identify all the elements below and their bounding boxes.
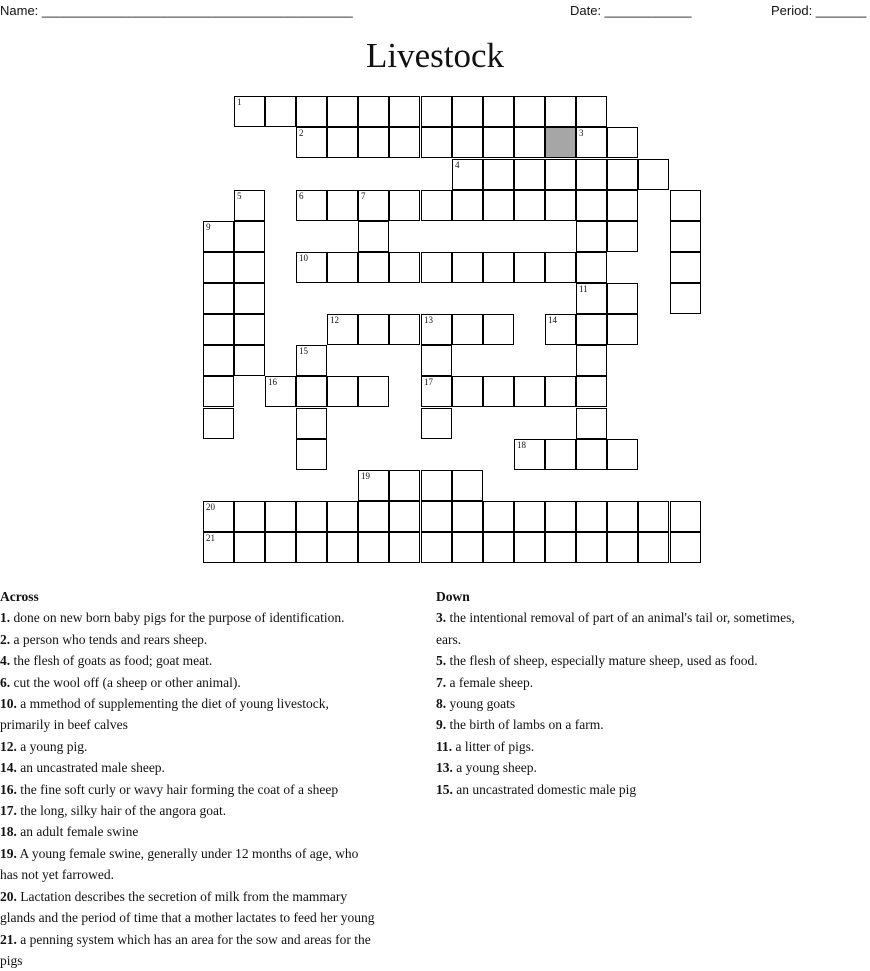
clue-number: 14 (548, 315, 557, 325)
grid-cell[interactable] (203, 408, 234, 439)
grid-cell[interactable] (421, 127, 452, 158)
clue-number: 3 (579, 128, 584, 138)
grid-cell[interactable] (670, 221, 701, 252)
grid-cell[interactable] (670, 532, 701, 563)
clue-text: the flesh of goats as food; goat meat. (10, 653, 213, 669)
clue-text: a young pig. (16, 738, 88, 754)
clue-number: 13 (424, 315, 433, 325)
grid-cell[interactable] (296, 252, 327, 283)
clue-text: has not yet farrowed. (0, 867, 114, 883)
grid-cell[interactable] (296, 376, 327, 407)
page-title: Livestock (365, 36, 505, 75)
clue-number: 9 (206, 222, 211, 232)
clue-number-label: 10. (0, 696, 17, 712)
across-clue (0, 779, 434, 800)
clue-number: 11 (579, 284, 588, 294)
clue-text: glands and the period of time that a mother lactates to feed her young (0, 910, 375, 926)
clue-number: 5 (237, 191, 242, 201)
across-clue (0, 800, 434, 821)
grid-cell[interactable] (327, 376, 358, 407)
clue-number-label: 17. (0, 803, 17, 819)
grid-cell[interactable] (265, 501, 296, 532)
grid-cell[interactable] (545, 439, 576, 470)
grid-cell[interactable] (234, 532, 265, 563)
down-clue (436, 650, 866, 671)
grid-cell[interactable] (452, 252, 483, 283)
grid-cell[interactable] (265, 532, 296, 563)
clue-text: an uncastrated male sheep. (16, 760, 165, 776)
across-clue (0, 757, 434, 778)
clue-number-label: 4. (0, 653, 11, 669)
clue-text: young goats (446, 696, 516, 712)
clue-text: the birth of lambs on a farm. (446, 717, 604, 733)
clue-number: 15 (299, 346, 308, 356)
grid-cell[interactable] (638, 159, 669, 190)
grid-cell[interactable] (452, 470, 483, 501)
across-clues (0, 586, 434, 971)
grid-cell[interactable] (483, 314, 514, 345)
across-clue (0, 714, 434, 735)
grid-cell[interactable] (203, 314, 234, 345)
grid-cell[interactable] (452, 501, 483, 532)
grid-cell[interactable] (234, 314, 265, 345)
clue-text: Lactation describes the secretion of milk from the mammary (16, 888, 348, 904)
clue-number: 18 (517, 440, 526, 450)
down-clue (436, 736, 866, 757)
grid-cell[interactable] (389, 470, 420, 501)
grid-cell[interactable] (483, 501, 514, 532)
clue-text: primarily in beef calves (0, 717, 128, 733)
grid-cell[interactable] (421, 470, 452, 501)
grid-cell[interactable] (234, 501, 265, 532)
grid-cell[interactable] (327, 314, 358, 345)
clue-number-label: 19. (0, 845, 17, 861)
grid-cell[interactable] (514, 127, 545, 158)
clue-number: 7 (361, 191, 366, 201)
grid-cell[interactable] (576, 345, 607, 376)
grid-cell[interactable] (265, 96, 296, 127)
clue-text: pigs (0, 952, 23, 968)
grid-cell[interactable] (452, 314, 483, 345)
grid-cell[interactable] (327, 501, 358, 532)
down-clue (436, 607, 866, 628)
grid-cell[interactable] (607, 190, 638, 221)
clue-number-label: 16. (0, 781, 17, 797)
clue-text: the long, silky hair of the angora goat. (16, 803, 227, 819)
grid-cell[interactable] (421, 376, 452, 407)
grid-cell[interactable] (203, 501, 234, 532)
clue-text: ears. (436, 631, 462, 647)
across-clue (0, 607, 434, 628)
grid-cell[interactable] (607, 532, 638, 563)
grid-cell[interactable] (483, 252, 514, 283)
clue-text: the intentional removal of part of an animal's tail or, sometimes, (446, 610, 795, 626)
down-clue (436, 714, 866, 735)
across-clue (0, 672, 434, 693)
clue-text: the flesh of sheep, especially mature sheep, used as food. (446, 653, 758, 669)
grid-cell[interactable] (389, 501, 420, 532)
grid-cell[interactable] (296, 345, 327, 376)
across-clue (0, 950, 434, 971)
clue-number-label: 14. (0, 760, 17, 776)
clue-text: the fine soft curly or wavy hair forming the coat of a sheep (16, 781, 339, 797)
across-clue (0, 864, 434, 885)
grid-cell[interactable] (389, 96, 420, 127)
grid-cell[interactable] (296, 96, 327, 127)
clue-number-label: 13. (436, 760, 453, 776)
date-field-label: Date: ____________ (570, 3, 692, 18)
grid-cell[interactable] (483, 376, 514, 407)
grid-cell[interactable] (670, 252, 701, 283)
grid-cell[interactable] (670, 283, 701, 314)
grid-cell[interactable] (358, 470, 389, 501)
grid-cell[interactable] (203, 221, 234, 252)
down-clue-list (436, 607, 866, 800)
clue-number-label: 20. (0, 888, 17, 904)
across-clue (0, 886, 434, 907)
grid-cell[interactable] (607, 159, 638, 190)
clue-number-label: 21. (0, 931, 17, 947)
grid-cell[interactable] (670, 501, 701, 532)
grid-cell[interactable] (514, 501, 545, 532)
grid-cell[interactable] (607, 283, 638, 314)
grid-cell[interactable] (576, 439, 607, 470)
grid-cell[interactable] (421, 252, 452, 283)
grid-cell[interactable] (483, 127, 514, 158)
grid-cell[interactable] (234, 283, 265, 314)
grid-cell[interactable] (545, 501, 576, 532)
clue-number: 20 (206, 502, 215, 512)
grid-cell[interactable] (389, 127, 420, 158)
clue-number-label: 12. (0, 738, 17, 754)
grid-cell[interactable] (358, 190, 389, 221)
clue-text: an uncastrated domestic male pig (452, 781, 637, 797)
grid-cell[interactable] (296, 501, 327, 532)
grid-cell[interactable] (545, 159, 576, 190)
grid-cell[interactable] (421, 190, 452, 221)
grid-cell[interactable] (483, 96, 514, 127)
clue-number-label: 18. (0, 824, 17, 840)
across-clue (0, 629, 434, 650)
grid-cell[interactable] (203, 283, 234, 314)
across-clue-list (0, 607, 434, 971)
grid-cell[interactable] (545, 190, 576, 221)
grid-cell[interactable] (452, 190, 483, 221)
clue-number-label: 6. (0, 674, 11, 690)
grid-cell[interactable] (576, 221, 607, 252)
across-clue (0, 843, 434, 864)
grid-cell[interactable] (576, 532, 607, 563)
across-clue (0, 929, 434, 950)
grid-cell[interactable] (545, 376, 576, 407)
grid-cell[interactable] (203, 345, 234, 376)
clue-text: A young female swine, generally under 12 months of age, who (16, 845, 359, 861)
grid-cell[interactable] (234, 345, 265, 376)
grid-cell[interactable] (421, 314, 452, 345)
grid-cell[interactable] (358, 532, 389, 563)
clue-number-label: 1. (0, 610, 11, 626)
grid-cell[interactable] (358, 127, 389, 158)
clue-text: a young sheep. (452, 760, 537, 776)
grid-cell[interactable] (358, 501, 389, 532)
clue-number: 21 (206, 533, 215, 543)
down-clue (436, 779, 866, 800)
across-clue (0, 736, 434, 757)
grid-cell[interactable] (421, 408, 452, 439)
clue-number-label: 5. (436, 653, 447, 669)
grid-cell[interactable] (296, 439, 327, 470)
clue-text: a mmethod of supplementing the diet of young livestock, (16, 696, 329, 712)
grid-cell[interactable] (576, 127, 607, 158)
grid-cell[interactable] (234, 190, 265, 221)
grid-cell[interactable] (421, 96, 452, 127)
grid-cell[interactable] (421, 501, 452, 532)
grid-cell[interactable] (638, 532, 669, 563)
clue-number: 6 (299, 191, 304, 201)
grid-cell[interactable] (545, 532, 576, 563)
grid-cell[interactable] (514, 190, 545, 221)
clue-text: a person who tends and rears sheep. (10, 631, 208, 647)
grid-cell[interactable] (296, 127, 327, 158)
grid-cell[interactable] (638, 501, 669, 532)
grid-cell[interactable] (203, 376, 234, 407)
grid-cell[interactable] (452, 376, 483, 407)
clue-number: 17 (424, 377, 433, 387)
grid-cell[interactable] (607, 501, 638, 532)
clue-number: 1 (237, 97, 242, 107)
grid-cell[interactable] (389, 252, 420, 283)
grid-cell[interactable] (607, 439, 638, 470)
grid-cell[interactable] (327, 252, 358, 283)
grid-cell[interactable] (358, 96, 389, 127)
grid-cell[interactable] (327, 96, 358, 127)
clue-number-label: 3. (436, 610, 447, 626)
clue-number: 4 (455, 160, 460, 170)
grid-cell[interactable] (576, 314, 607, 345)
clue-number-label: 9. (436, 717, 447, 733)
clue-number: 10 (299, 253, 308, 263)
grid-cell[interactable] (514, 376, 545, 407)
clue-number: 2 (299, 128, 304, 138)
grid-cell[interactable] (607, 221, 638, 252)
grid-cell[interactable] (421, 345, 452, 376)
grid-cell[interactable] (452, 96, 483, 127)
grid-cell[interactable] (327, 190, 358, 221)
grid-cell[interactable] (514, 532, 545, 563)
grid-cell[interactable] (234, 252, 265, 283)
grid-cell[interactable] (203, 532, 234, 563)
grid-cell[interactable] (296, 532, 327, 563)
grid-cell[interactable] (576, 283, 607, 314)
name-field-label: Name: ___________________________________________ (0, 3, 353, 18)
grid-cell[interactable] (389, 314, 420, 345)
grid-cell[interactable] (545, 127, 576, 158)
grid-cell[interactable] (483, 159, 514, 190)
down-clue (436, 672, 866, 693)
clue-text: a litter of pigs. (452, 738, 535, 754)
clue-text: a penning system which has an area for the sow and areas for the (16, 931, 371, 947)
grid-cell[interactable] (389, 190, 420, 221)
clue-number-label: 11. (436, 738, 453, 754)
grid-cell[interactable] (545, 252, 576, 283)
down-clue (436, 757, 866, 778)
across-clue (0, 650, 434, 671)
grid-cell[interactable] (576, 376, 607, 407)
grid-cell[interactable] (327, 532, 358, 563)
across-heading: Across (0, 589, 39, 604)
down-clues (436, 586, 866, 800)
clue-number: 16 (268, 377, 277, 387)
grid-cell[interactable] (576, 408, 607, 439)
grid-cell[interactable] (234, 221, 265, 252)
grid-cell[interactable] (296, 408, 327, 439)
grid-cell[interactable] (265, 376, 296, 407)
grid-cell[interactable] (576, 190, 607, 221)
grid-cell[interactable] (483, 190, 514, 221)
grid-cell[interactable] (358, 221, 389, 252)
grid-cell[interactable] (576, 96, 607, 127)
grid-cell[interactable] (514, 159, 545, 190)
clue-number: 19 (361, 471, 370, 481)
across-clue (0, 821, 434, 842)
across-clue (0, 907, 434, 928)
grid-cell[interactable] (389, 532, 420, 563)
clue-number-label: 8. (436, 696, 447, 712)
clue-number-label: 2. (0, 631, 11, 647)
grid-cell[interactable] (358, 376, 389, 407)
grid-cell[interactable] (203, 252, 234, 283)
grid-cell[interactable] (545, 314, 576, 345)
grid-cell[interactable] (234, 96, 265, 127)
grid-cell[interactable] (607, 127, 638, 158)
clue-text: a female sheep. (446, 674, 534, 690)
grid-cell[interactable] (296, 190, 327, 221)
grid-cell[interactable] (452, 159, 483, 190)
clue-number-label: 7. (436, 674, 447, 690)
clue-text: an adult female swine (16, 824, 139, 840)
grid-cell[interactable] (670, 190, 701, 221)
grid-cell[interactable] (607, 314, 638, 345)
grid-cell[interactable] (452, 127, 483, 158)
clue-number: 12 (330, 315, 339, 325)
period-field-label: Period: _______ (771, 3, 867, 18)
grid-cell[interactable] (576, 501, 607, 532)
clue-text: cut the wool off (a sheep or other animal). (10, 674, 241, 690)
down-heading: Down (436, 589, 470, 604)
grid-cell[interactable] (576, 159, 607, 190)
grid-cell[interactable] (514, 439, 545, 470)
down-clue (436, 693, 866, 714)
clue-text: done on new born baby pigs for the purpose of identification. (10, 610, 345, 626)
clue-number-label: 15. (436, 781, 453, 797)
grid-cell[interactable] (514, 252, 545, 283)
grid-cell[interactable] (421, 532, 452, 563)
grid-cell[interactable] (483, 532, 514, 563)
grid-cell[interactable] (358, 252, 389, 283)
grid-cell[interactable] (452, 532, 483, 563)
grid-cell[interactable] (545, 96, 576, 127)
grid-cell[interactable] (514, 96, 545, 127)
grid-cell[interactable] (576, 252, 607, 283)
grid-cell[interactable] (327, 127, 358, 158)
grid-cell[interactable] (358, 314, 389, 345)
down-clue (436, 629, 866, 650)
across-clue (0, 693, 434, 714)
